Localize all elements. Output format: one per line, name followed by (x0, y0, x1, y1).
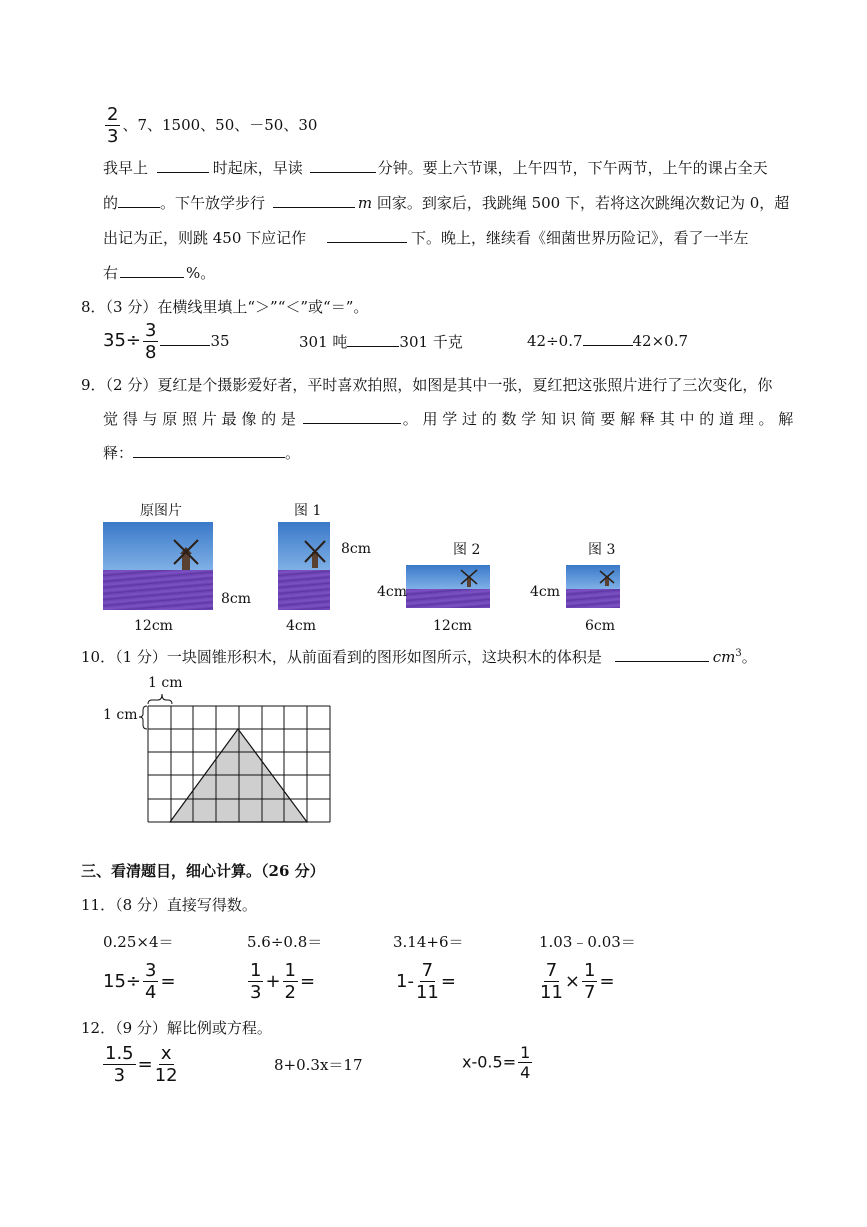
photo-2-title: 图 2 (453, 542, 481, 558)
brace-top (148, 694, 172, 704)
question-8-title: 8．（3 分）在横线里填上“＞”“＜”或“＝”。 (81, 298, 369, 316)
photo-1 (278, 522, 330, 610)
photo-2-height: 4cm (377, 584, 408, 600)
windmill-icon (458, 568, 480, 588)
brace-left (139, 706, 147, 729)
question-10: 10．（1 分）一块圆锥形积木，从前面看到的图形如图所示，这块积木的体积是 $cm^3$。 (81, 648, 757, 666)
answer-blank[interactable] (310, 158, 376, 173)
grid-cone-figure (138, 690, 334, 840)
section-3-heading: 三、看清题目，细心计算。（26 分） (81, 862, 325, 880)
paragraph-line-2: 的 。下午放学步行 m 回家。到家后，我跳绳 500 下，若将这次跳绳次数记为 0，超 (103, 194, 790, 212)
windmill-icon (302, 536, 328, 570)
fraction: $\frac{7}{11}$ (540, 960, 563, 1003)
photo-3-title: 图 3 (588, 542, 616, 558)
photo-2-width: 12cm (433, 618, 472, 634)
q11-item-5: 15÷ $\frac{3}{4}$ = (103, 960, 176, 1003)
windmill-icon (598, 569, 616, 587)
q11-item-6: $\frac{1}{3}$ + $\frac{1}{2}$ = (250, 960, 316, 1003)
photo-1-height: 8cm (341, 541, 372, 557)
q11-item-7: 1- $\frac{7}{11}$ = (396, 960, 456, 1003)
answer-blank[interactable] (133, 443, 285, 458)
question-11-title: 11．（8 分）直接写得数。 (81, 896, 257, 914)
photo-2 (406, 565, 490, 608)
q11-item-8: $\frac{7}{11}$ × $\frac{1}{7}$ = (540, 960, 615, 1003)
grid-label-top: 1 cm (148, 675, 183, 691)
fraction: $\frac{3}{8}$ (145, 320, 157, 363)
fraction: $\frac{1}{7}$ (584, 960, 596, 1003)
answer-blank[interactable] (615, 647, 709, 662)
q12-equation-a: $\frac{1.5}{3}$ = $\frac{x}{12}$ (105, 1043, 178, 1086)
photo-3-width: 6cm (585, 618, 616, 634)
answer-blank[interactable] (303, 409, 401, 424)
question-9-line-3: 释： 。 (103, 444, 301, 462)
question-8-item-a: 35÷ $\frac{3}{8}$ 35 (103, 320, 230, 363)
answer-blank[interactable] (347, 332, 399, 347)
photo-3 (566, 565, 620, 608)
question-9-line-2: 觉 得 与 原 照 片 最 像 的 是 。 用 学 过 的 数 学 知 识 简 要 解 释 其 中 的 道 理 。 解 (103, 410, 794, 428)
fraction: $\frac{1}{2}$ (284, 960, 296, 1003)
fraction: $\frac{1}{3}$ (250, 960, 262, 1003)
answer-blank[interactable] (327, 228, 407, 243)
photo-3-height: 4cm (530, 584, 561, 600)
question-8-item-c: 42÷0.7 42×0.7 (527, 332, 689, 350)
fraction: $\frac{1.5}{3}$ (105, 1043, 134, 1086)
fraction: $\frac{1}{4}$ (520, 1043, 531, 1082)
fraction: $\frac{x}{12}$ (154, 1043, 178, 1086)
q11-item-1: 0.25×4＝ (103, 933, 174, 951)
q12-equation-c: x-0.5= $\frac{1}{4}$ (462, 1043, 531, 1082)
photo-1-title: 图 1 (294, 503, 322, 519)
paragraph-line-4: 右 %。 (103, 264, 216, 282)
answer-blank[interactable] (583, 331, 633, 346)
answer-blank[interactable] (120, 263, 184, 278)
photo-original (103, 522, 213, 610)
photo-original-width: 12cm (134, 618, 173, 634)
question-8-item-b: 301 吨 301 千克 (299, 333, 463, 351)
q12-equation-b: 8+0.3x＝17 (274, 1056, 363, 1074)
answer-blank[interactable] (160, 331, 210, 346)
fraction: $\frac{7}{11}$ (415, 960, 439, 1003)
photo-original-height: 8cm (221, 591, 252, 607)
grid-label-left: 1 cm (103, 707, 138, 723)
answer-blank[interactable] (273, 193, 355, 208)
fraction: $\frac{3}{4}$ (145, 960, 157, 1003)
q11-item-2: 5.6÷0.8＝ (247, 933, 323, 951)
photo-1-width: 4cm (286, 618, 317, 634)
question-12-title: 12．（9 分）解比例或方程。 (81, 1019, 272, 1037)
answer-blank[interactable] (157, 158, 209, 173)
windmill-icon (166, 534, 206, 574)
number-list: $\frac{2}{3}$ 、7、1500、50、－50、30 (107, 104, 318, 147)
answer-blank[interactable] (118, 193, 160, 208)
photo-original-title: 原图片 (140, 503, 182, 519)
grid-lines (148, 706, 330, 822)
question-9-line-1: 9．（2 分）夏红是个摄影爱好者，平时喜欢拍照，如图是其中一张，夏红把这张照片进行了三次变化，你 (81, 376, 773, 394)
q11-item-4: 1.03﹣0.03＝ (539, 933, 636, 951)
fraction: $\frac{2}{3}$ (107, 104, 119, 147)
q11-item-3: 3.14+6＝ (393, 933, 464, 951)
paragraph-line-1: 我早上 时起床，早读 分钟。要上六节课，上午四节，下午两节，上午的课占全天 (103, 159, 768, 177)
paragraph-line-3: 出记为正，则跳 450 下应记作 下。晚上，继续看《细菌世界历险记》，看了一半左 (103, 229, 749, 247)
